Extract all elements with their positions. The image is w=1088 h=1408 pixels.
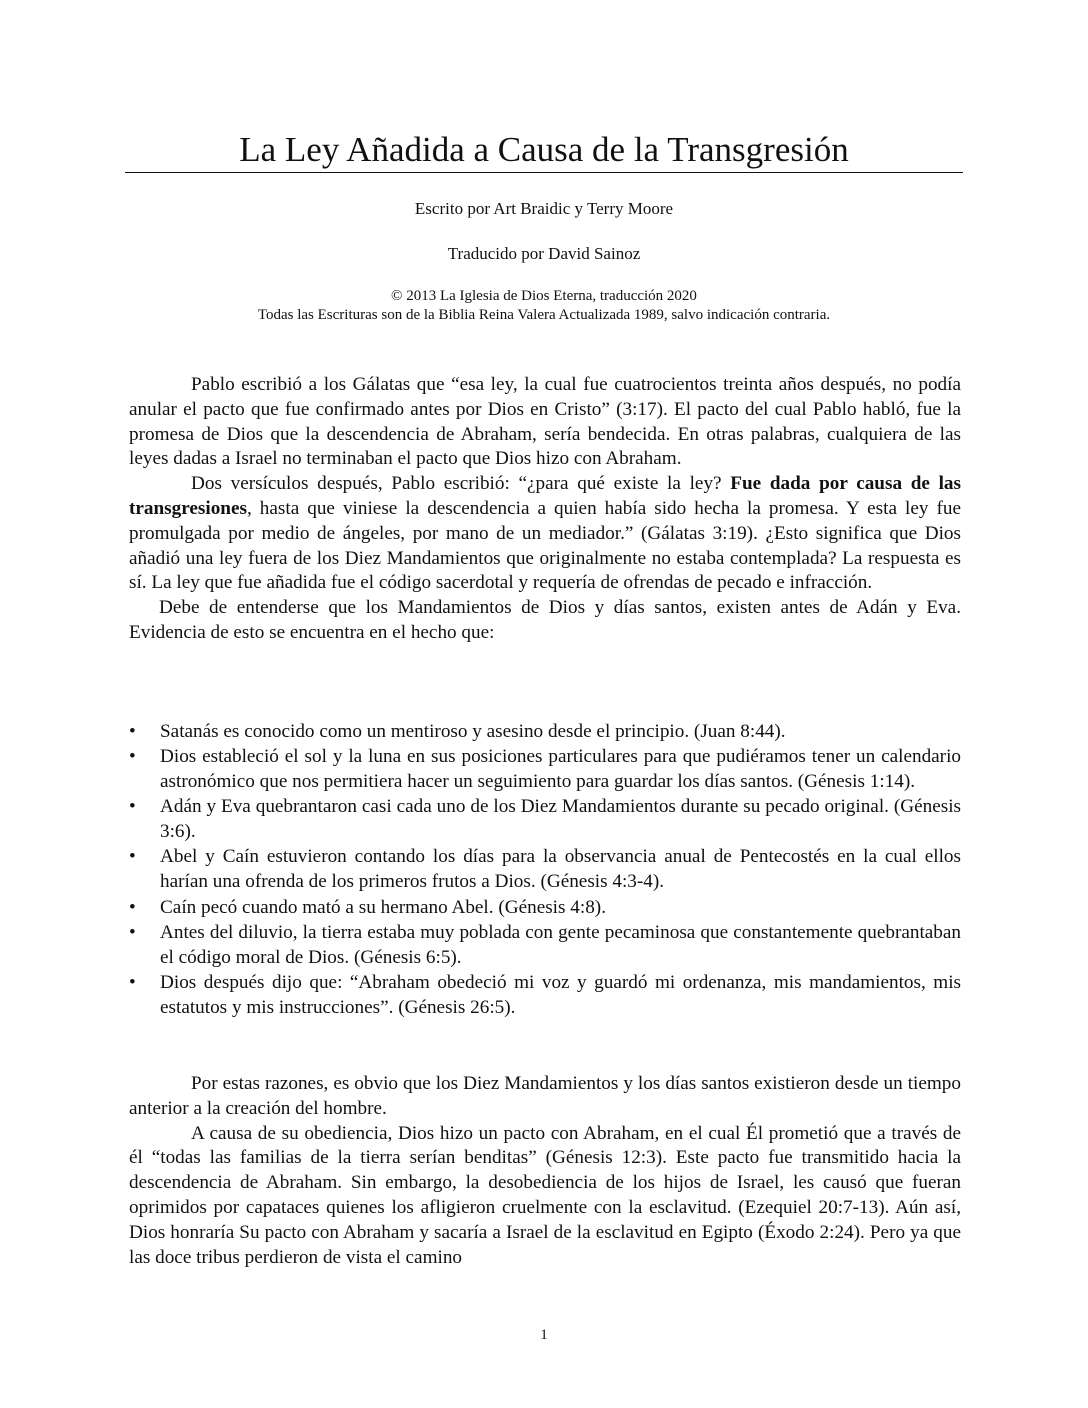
list-item: • Satanás es conocido como un mentiroso y asesino desde el principio. (Juan 8:44). — [129, 720, 961, 745]
translator-line: Traducido por David Sainoz — [447, 244, 641, 263]
paragraph-2-bold: Fue dada por causa de las transgresiones — [129, 473, 961, 519]
list-item: • Dios estableció el sol y la luna en sus posiciones particulares para que pudiéramos tener un calendario astronómico que nos permitiera hacer un seguimiento para guardar los días santos. (Génesis 1:14). — [129, 745, 961, 795]
paragraph-2-start: Dos versículos después, Pablo escribió: “¿para qué existe la ley? — [191, 473, 731, 495]
body-section-2 — [129, 1072, 961, 1270]
list-item: • Dios después dijo que: “Abraham obedeció mi voz y guardó mi ordenanza, mis mandamientos, mis estatutos y mis instrucciones”. (Génesis 26:5). — [129, 971, 961, 1021]
list-item: • Antes del diluvio, la tierra estaba muy poblada con gente pecaminosa que constantemente quebrantaban el código moral de Dios. (Génesis 6:5). — [129, 921, 961, 971]
scripture-note: Todas las Escrituras son de la Biblia Reina Valera Actualizada 1989, salvo indicación contraria. — [257, 307, 831, 323]
paragraph-2 — [129, 472, 961, 596]
list-item: • Adán y Eva quebrantaron casi cada uno de los Diez Mandamientos durante su pecado original. (Génesis 3:6). — [129, 795, 961, 845]
paragraph-1: Pablo escribió a los Gálatas que “esa ley, la cual fue cuatrocientos treinta años después, no podía anular el pacto que fue confirmado antes por Dios en Cristo” (3:17). El pacto del cual Pablo habló, fue la promesa de Dios que la descendencia de Abraham, sería bendecida. En otras palabras, cualquiera de las leyes dadas a Israel no terminaban el pacto que Dios hizo con Abraham. — [129, 374, 961, 470]
body-section-1 — [129, 373, 961, 646]
paragraph-5: A causa de su obediencia, Dios hizo un pacto con Abraham, en el cual Él prometió que a través de él “todas las familias de la tierra serían benditas” (Génesis 12:3). Este pacto fue transmitido hacia la descendencia de Abraham. Sin embargo, la desobediencia de los hijos de Israel, les causó que fueran oprimidos por capataces quienes los afligieron cruelmente con la esclavitud. (Ezequiel 20:7-13). Aún así, Dios honraría Su pacto con Abraham y sacaría a Israel de la esclavitud en Egipto (Éxodo 2:24). Pero ya que las doce tribus perdieron de vista el camino — [129, 1122, 961, 1268]
paragraph-4: Por estas razones, es obvio que los Diez Mandamientos y los días santos existieron desde un tiempo anterior a la creación del hombre. — [129, 1073, 961, 1119]
list-item: • Caín pecó cuando mató a su hermano Abel. (Génesis 4:8). — [129, 896, 961, 921]
copyright-line: © 2013 La Iglesia de Dios Eterna, traducción 2020 — [391, 288, 697, 304]
list-item: • Abel y Caín estuvieron contando los días para la observancia anual de Pentecostés en la cual ellos harían una ofrenda de los primeros frutos a Dios. (Génesis 4:3-4). — [129, 845, 961, 895]
paragraph-2-end: , hasta que viniese la descendencia a quien había sido hecha la promesa. Y esta ley fue promulgada por medio de ángeles, por mano de un mediador.” (Gálatas 3:19). ¿Esto significa que Dios añadió una ley fuera de los Diez Mandamientos que originalmente no estaba contemplada? La respuesta es sí. La ley que fue añadida fue el código sacerdotal y requería de ofrendas de pecado e infracción. — [129, 497, 961, 594]
evidence-list — [129, 720, 961, 1021]
document-title: La Ley Añadida a Causa de la Transgresión — [239, 130, 849, 169]
author-line: Escrito por Art Braidic y Terry Moore — [414, 199, 674, 218]
paragraph-3: Debe de entenderse que los Mandamientos de Dios y días santos, existen antes de Adán y Eva. Evidencia de esto se encuentra en el hecho que: — [129, 597, 961, 643]
title-underline — [125, 172, 963, 173]
page-number: 1 — [540, 1327, 548, 1343]
